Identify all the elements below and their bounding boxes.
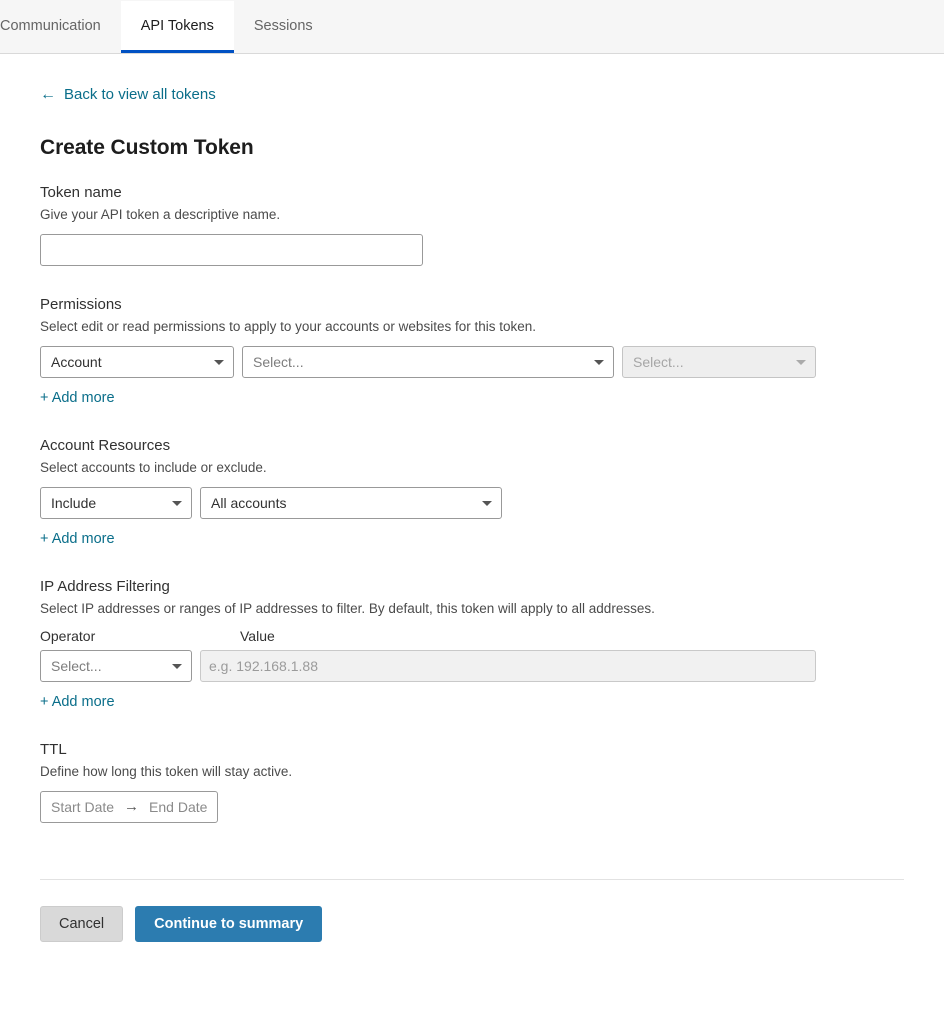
settings-tabbar <box>0 0 944 54</box>
ip-filtering-row <box>40 650 904 682</box>
token-name-label: Token name <box>40 183 122 201</box>
section-account-resources <box>40 437 904 548</box>
chevron-down-icon <box>172 501 182 506</box>
section-token-name <box>40 184 904 266</box>
section-ip-filtering <box>40 578 904 711</box>
account-resources-mode-select[interactable] <box>40 487 192 519</box>
permission-scope-value: Account <box>51 353 102 370</box>
token-name-help: Give your API token a descriptive name. <box>40 206 281 222</box>
permissions-label: Permissions <box>40 295 122 313</box>
token-name-input[interactable] <box>40 234 423 266</box>
ip-filtering-help: Select IP addresses or ranges of IP addresses to filter. By default, this token will apply to all addresses. <box>40 600 655 616</box>
account-resources-row <box>40 487 904 519</box>
ttl-help: Define how long this token will stay active. <box>40 763 293 779</box>
chevron-down-icon <box>594 360 604 365</box>
ttl-end-date-field[interactable]: End Date <box>149 798 208 815</box>
permission-level-select[interactable] <box>622 346 816 378</box>
account-resources-add-more-button[interactable]: + Add more <box>40 530 115 547</box>
ip-value-header: Value <box>240 627 275 644</box>
permissions-help: Select edit or read permissions to apply to your accounts or websites for this token. <box>40 318 536 334</box>
ip-filtering-headers <box>40 628 904 644</box>
ip-filtering-label: IP Address Filtering <box>40 577 170 595</box>
account-resources-accounts-value: All accounts <box>211 494 287 511</box>
footer-actions <box>40 906 904 962</box>
ip-operator-header: Operator <box>40 627 96 644</box>
ip-value-input[interactable] <box>200 650 816 682</box>
permission-resource-value: Select... <box>253 353 304 370</box>
permission-scope-select[interactable] <box>40 346 234 378</box>
ttl-date-range-picker[interactable] <box>40 791 218 823</box>
tab-api-tokens-label: API Tokens <box>140 17 214 34</box>
permission-level-value: Select... <box>633 353 684 370</box>
arrow-left-icon: ← <box>40 85 56 103</box>
section-permissions <box>40 296 904 407</box>
account-resources-help: Select accounts to include or exclude. <box>40 459 267 475</box>
chevron-down-icon <box>796 360 806 365</box>
tab-sessions-label: Sessions <box>253 17 313 34</box>
back-to-all-tokens-link[interactable] <box>40 86 216 103</box>
permissions-row <box>40 346 904 378</box>
tab-sessions[interactable] <box>234 1 333 53</box>
ip-operator-value: Select... <box>51 657 102 674</box>
permissions-add-more-button[interactable]: + Add more <box>40 389 115 406</box>
cancel-button[interactable]: Cancel <box>40 906 123 942</box>
page-content <box>0 54 944 962</box>
footer-divider <box>40 879 904 880</box>
continue-to-summary-button[interactable]: Continue to summary <box>135 906 322 942</box>
chevron-down-icon <box>172 664 182 669</box>
permission-resource-select[interactable] <box>242 346 614 378</box>
arrow-right-icon: → <box>124 798 140 815</box>
tab-communication[interactable] <box>0 1 121 53</box>
account-resources-label: Account Resources <box>40 436 171 454</box>
account-resources-mode-value: Include <box>51 494 97 511</box>
tab-api-tokens[interactable] <box>121 1 234 53</box>
account-resources-accounts-select[interactable] <box>200 487 502 519</box>
ip-operator-select[interactable] <box>40 650 192 682</box>
page-title: Create Custom Token <box>40 135 254 159</box>
ttl-start-date-field[interactable]: Start Date <box>51 798 115 815</box>
section-ttl <box>40 741 904 823</box>
chevron-down-icon <box>214 360 224 365</box>
chevron-down-icon <box>482 501 492 506</box>
ip-filtering-add-more-button[interactable]: + Add more <box>40 693 115 710</box>
back-link-label: Back to view all tokens <box>64 86 216 103</box>
ttl-label: TTL <box>40 740 67 758</box>
tab-communication-label: Communication <box>0 17 101 34</box>
